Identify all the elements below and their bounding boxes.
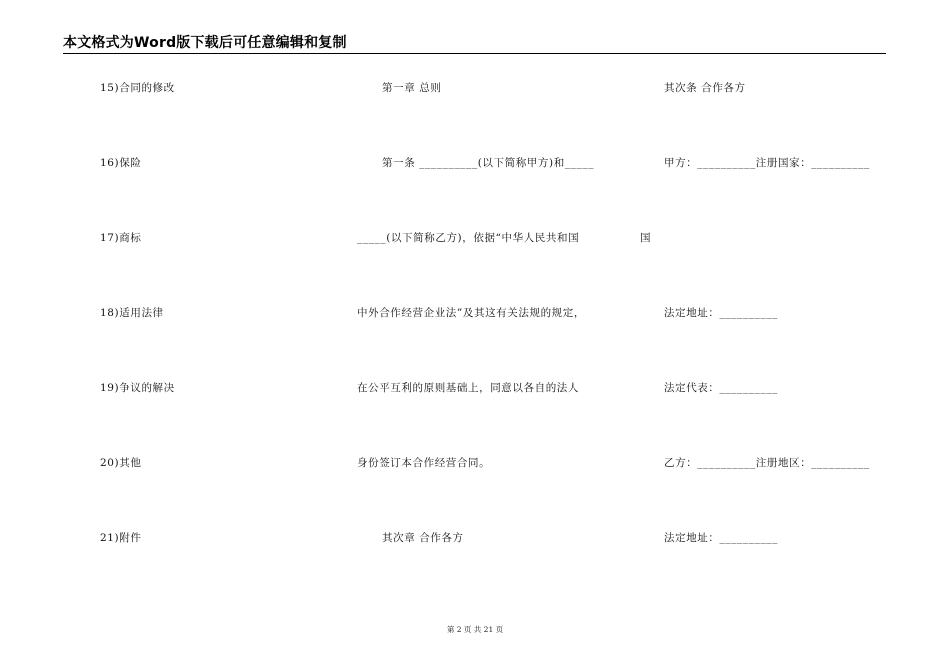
middle-article-1-line-3: 中外合作经营企业法”及其这有关法规的规定， [357, 307, 585, 319]
middle-chapter-1-heading: 第一章 总则 [382, 82, 442, 94]
middle-article-1-line-5: 身份签订本合作经营合同。 [357, 457, 491, 469]
left-item-16: 16)保险 [100, 157, 142, 169]
left-item-17: 17)商标 [100, 232, 142, 244]
middle-article-1-line-1: 第一条 __________(以下简称甲方)和_____ [382, 157, 595, 169]
left-item-20: 20)其他 [100, 457, 142, 469]
middle-article-1-line-2: _____(以下简称乙方)，依据“中华人民共和国 [357, 232, 580, 244]
left-item-15: 15)合同的修改 [100, 82, 175, 94]
header-divider [63, 53, 886, 54]
left-item-19: 19)争议的解决 [100, 382, 175, 394]
right-party-b-address: 法定地址：__________ [664, 532, 778, 544]
right-party-a-address: 法定地址：__________ [664, 307, 778, 319]
middle-article-1-line-4: 在公平互利的原则基础上，同意以各自的法人 [357, 382, 579, 394]
middle-chapter-2-heading: 其次章 合作各方 [382, 532, 464, 544]
right-article-2-heading: 其次条 合作各方 [664, 82, 746, 94]
right-party-a-representative: 法定代表：__________ [664, 382, 778, 394]
right-country-fragment: 国 [640, 232, 652, 244]
left-item-21: 21)附件 [100, 532, 142, 544]
right-party-a-line: 甲方：__________注册国家：__________ [664, 157, 870, 169]
left-item-18: 18)适用法律 [100, 307, 164, 319]
document-header-title: 本文格式为Word版下载后可任意编辑和复制 [63, 35, 347, 51]
page-number-footer: 第 2 页 共 21 页 [446, 625, 504, 634]
right-party-b-line: 乙方：__________注册地区：__________ [664, 457, 870, 469]
